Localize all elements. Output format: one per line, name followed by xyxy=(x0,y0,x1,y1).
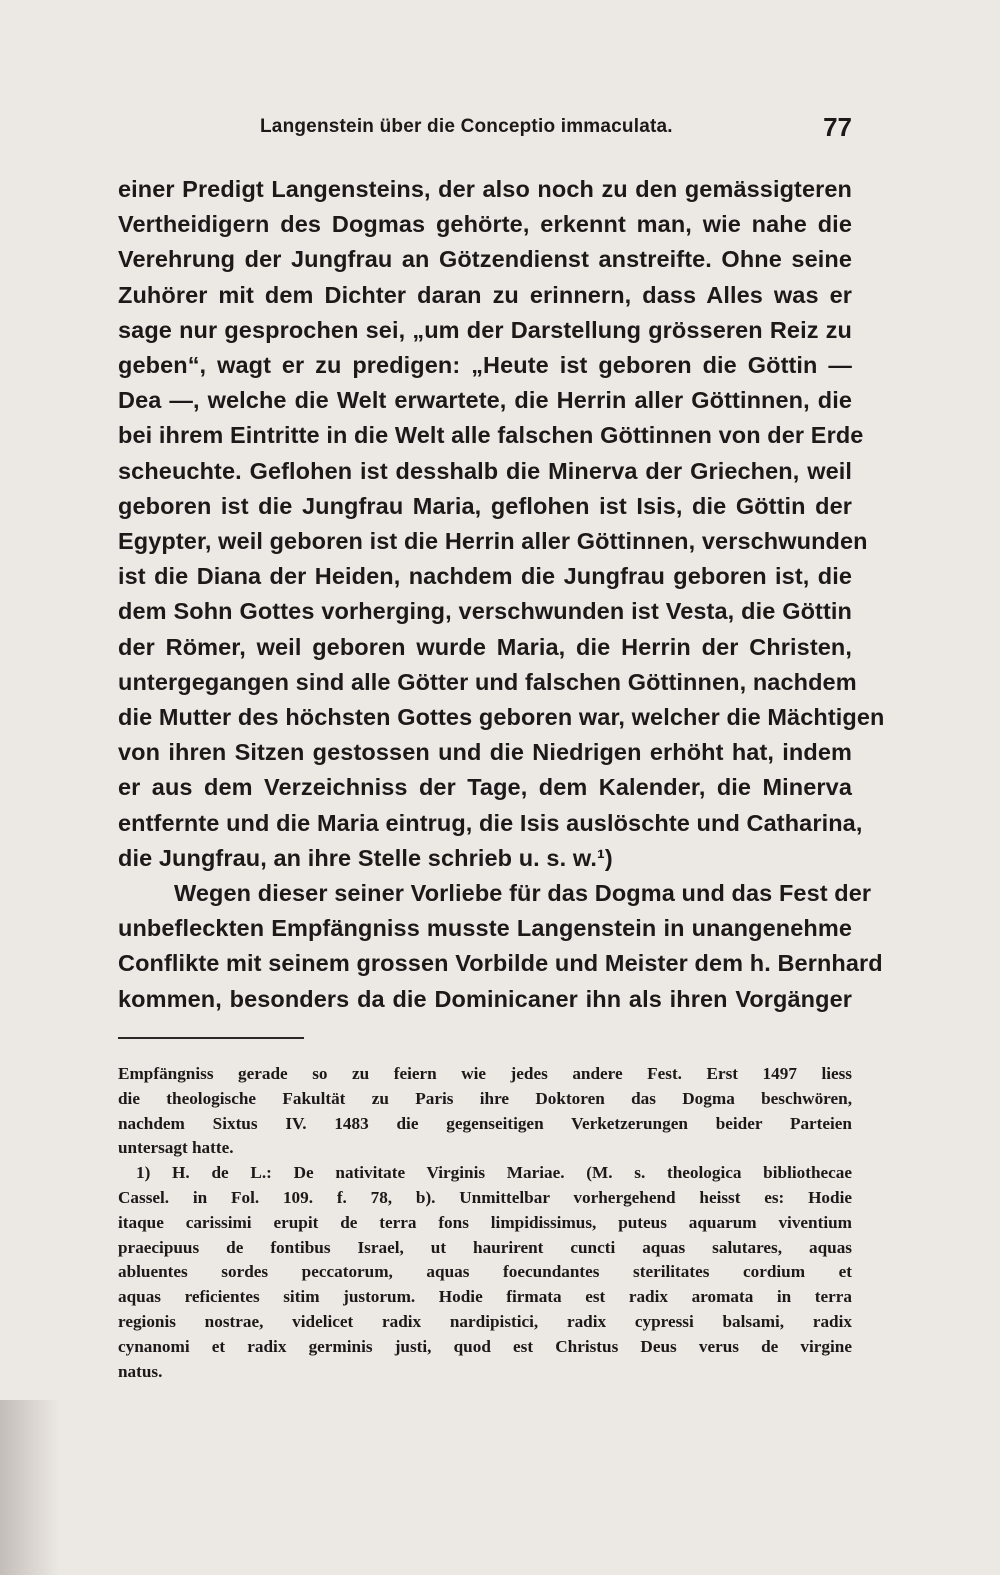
body-line: entfernte und die Maria eintrug, die Isis auslöschte und Catharina, xyxy=(118,809,863,836)
page-header xyxy=(118,112,852,146)
body-line: untergegangen sind alle Götter und falschen Göttinnen, nachdem xyxy=(118,668,857,695)
footnote-line: itaque carissimi erupit de terra fons limpidissimus, puteus aquarum viventium xyxy=(118,1212,852,1232)
body-line: scheuchte. Geflohen ist desshalb die Minerva der Griechen, weil xyxy=(118,457,852,484)
body-line: Zuhörer mit dem Dichter daran zu erinnern, dass Alles was er xyxy=(118,281,852,308)
body-line: der Römer, weil geboren wurde Maria, die Herrin der Christen, xyxy=(118,633,852,660)
page-number: 77 xyxy=(823,112,852,142)
body-line: kommen, besonders da die Dominicaner ihn als ihren Vorgänger xyxy=(118,985,852,1012)
body-line: geben“, wagt er zu predigen: „Heute ist geboren die Göttin — xyxy=(118,352,852,379)
body-line: unbefleckten Empfängniss musste Langenstein in unangenehme xyxy=(118,915,852,942)
body-line: er aus dem Verzeichniss der Tage, dem Kalender, die Minerva xyxy=(118,774,852,801)
body-line: Dea —, welche die Welt erwartete, die Herrin aller Göttinnen, die xyxy=(118,387,852,414)
footnote-line: aquas reficientes sitim justorum. Hodie firmata est radix aromata in terra xyxy=(118,1287,852,1307)
body-line: sage nur gesprochen sei, „um der Darstellung grösseren Reiz zu xyxy=(118,316,852,343)
footnote-line: Empfängniss gerade so zu feiern wie jedes andere Fest. Erst 1497 liess xyxy=(118,1064,852,1083)
footnote-1-start: 1) H. de L.: De nativitate Virginis Mariae. (M. s. theologica bibliothecae xyxy=(136,1163,852,1183)
footnote-line: cynanomi et radix germinis justi, quod est Christus Deus verus de virgine xyxy=(118,1336,852,1356)
body-line: Conflikte mit seinem grossen Vorbilde und Meister dem h. Bernhard xyxy=(118,950,883,977)
footnote-line: Cassel. in Fol. 109. f. 78, b). Unmittelbar vorhergehend heisst es: Hodie xyxy=(118,1187,852,1207)
footnote-line: die theologische Fakultät zu Paris ihre Doktoren das Dogma beschwören, xyxy=(118,1088,852,1108)
body-line: Egypter, weil geboren ist die Herrin aller Göttinnen, verschwunden xyxy=(118,528,868,555)
body-line: Verehrung der Jungfrau an Götzendienst anstreifte. Ohne seine xyxy=(118,246,852,273)
paragraph-start-line: Wegen dieser seiner Vorliebe für das Dogma und das Fest der xyxy=(174,880,872,907)
footnote-line: regionis nostrae, videlicet radix nardipistici, radix cypressi balsami, radix xyxy=(118,1311,852,1331)
page-edge-shadow xyxy=(0,1400,60,1575)
body-line: ist die Diana der Heiden, nachdem die Jungfrau geboren ist, die xyxy=(118,563,852,590)
body-line: Vertheidigern des Dogmas gehörte, erkennt man, wie nahe die xyxy=(118,211,852,238)
footnote-line: abluentes sordes peccatorum, aquas foecundantes sterilitates cordium et xyxy=(118,1262,852,1282)
body-line: einer Predigt Langensteins, der also noch zu den gemässigteren xyxy=(118,176,852,202)
footnote-line: praecipuus de fontibus Israel, ut haurirent cuncti aquas salutares, aquas xyxy=(118,1237,852,1257)
body-line: die Mutter des höchsten Gottes geboren war, welcher die Mächtigen xyxy=(118,704,885,731)
body-line: bei ihrem Eintritte in die Welt alle falschen Göttinnen von der Erde xyxy=(118,422,864,449)
footnote-divider xyxy=(118,1037,304,1039)
body-line: die Jungfrau, an ihre Stelle schrieb u. s. w.¹) xyxy=(118,844,613,871)
body-line: geboren ist die Jungfrau Maria, geflohen ist Isis, die Göttin der xyxy=(118,492,852,519)
footnotes xyxy=(118,1062,852,1384)
body-line: dem Sohn Gottes vorherging, verschwunden ist Vesta, die Göttin xyxy=(118,598,852,625)
body-line: von ihren Sitzen gestossen und die Niedrigen erhöht hat, indem xyxy=(118,739,852,766)
running-title: Langenstein über die Conceptio immaculata. xyxy=(260,116,673,137)
footnote-line: natus. xyxy=(118,1361,163,1381)
footnote-line: untersagt hatte. xyxy=(118,1138,234,1158)
main-body-text xyxy=(118,172,885,1017)
footnote-line: nachdem Sixtus IV. 1483 die gegenseitigen Verketzerungen beider Parteien xyxy=(118,1113,852,1133)
